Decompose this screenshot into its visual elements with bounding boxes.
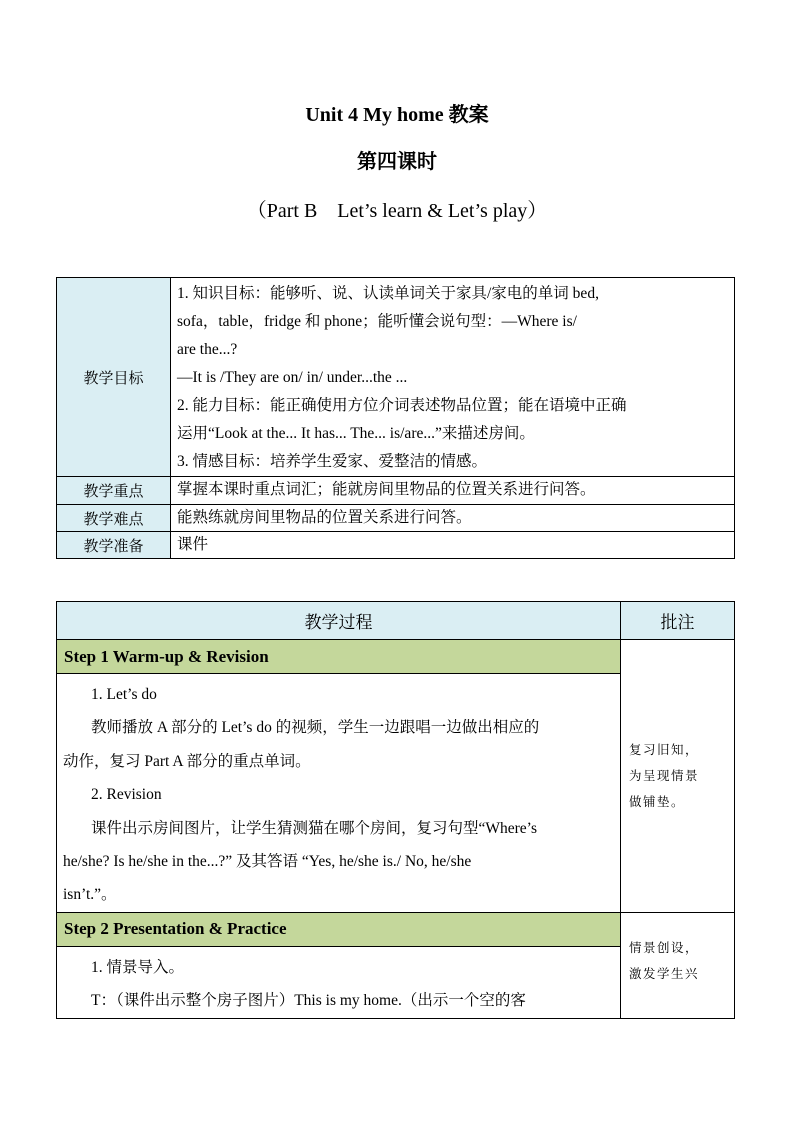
key-points-label: 教学重点 bbox=[57, 477, 171, 505]
process-header-row bbox=[57, 602, 735, 640]
step1-line: 1. Let’s do bbox=[91, 686, 157, 703]
step1-line: 动作，复习 Part A 部分的重点单词。 bbox=[63, 752, 311, 770]
process-header: 教学过程 bbox=[57, 602, 621, 640]
step1-line: 课件出示房间图片，让学生猜测猫在哪个房间，复习句型“Where’s bbox=[91, 819, 538, 837]
key-points-content: 掌握本课时重点词汇；能就房间里物品的位置关系进行问答。 bbox=[171, 477, 735, 505]
objective-line: —It is /They are on/ in/ under...the ... bbox=[177, 369, 408, 386]
teaching-process-table bbox=[56, 601, 735, 1019]
difficulties-content: 能熟练就房间里物品的位置关系进行问答。 bbox=[171, 505, 735, 532]
preparation-label: 教学准备 bbox=[57, 532, 171, 559]
step1-title: Step 1 Warm-up & Revision bbox=[57, 640, 621, 674]
step2-line: 1. 情景导入。 bbox=[91, 958, 185, 976]
step2-title-row bbox=[57, 912, 735, 946]
step1-body bbox=[57, 674, 621, 913]
step1-line: 教师播放 A 部分的 Let’s do 的视频，学生一边跟唱一边做出相应的 bbox=[91, 719, 540, 737]
objective-line: 3. 情感目标：培养学生爱家、爱整洁的情感。 bbox=[177, 453, 488, 470]
difficulties-row bbox=[57, 505, 735, 532]
note-line: 做铺垫。 bbox=[629, 793, 686, 809]
lesson-part: （Part B Let’s learn & Let’s play） bbox=[246, 200, 548, 222]
step1-title-row bbox=[57, 640, 735, 674]
step2-title: Step 2 Presentation & Practice bbox=[57, 912, 621, 946]
objective-line: sofa，table，fridge 和 phone；能听懂会说句型：—Where is/ bbox=[177, 313, 577, 330]
objectives-label: 教学目标 bbox=[57, 278, 171, 477]
objectives-content bbox=[171, 278, 735, 477]
key-points-row bbox=[57, 477, 735, 505]
note-line: 为呈现情景 bbox=[629, 767, 700, 783]
step1-line: he/she? Is he/she in the...?” 及其答语 “Yes, he/she is./ No, he/she bbox=[63, 853, 472, 871]
step1-note bbox=[621, 640, 735, 913]
notes-header: 批注 bbox=[621, 602, 735, 640]
document-title: Unit 4 My home 教案 bbox=[305, 104, 489, 126]
step2-body bbox=[57, 946, 621, 1018]
lesson-number: 第四课时 bbox=[357, 151, 437, 173]
step2-line: T：（课件出示整个房子图片）This is my home.（出示一个空的客 bbox=[91, 992, 526, 1010]
lesson-info-table bbox=[56, 277, 735, 559]
note-line: 情景创设， bbox=[629, 939, 700, 955]
preparation-content: 课件 bbox=[171, 532, 735, 559]
preparation-row bbox=[57, 532, 735, 559]
step1-line: isn’t.”。 bbox=[63, 886, 117, 904]
note-line: 激发学生兴 bbox=[629, 965, 700, 981]
step2-note bbox=[621, 912, 735, 1018]
objectives-row bbox=[57, 278, 735, 477]
note-line: 复习旧知， bbox=[629, 741, 700, 757]
objective-line: 2. 能力目标：能正确使用方位介词表述物品位置；能在语境中正确 bbox=[177, 397, 627, 414]
objective-line: 运用“Look at the... It has... The... is/are...”来描述房间。 bbox=[177, 425, 535, 442]
difficulties-label: 教学难点 bbox=[57, 505, 171, 532]
step1-line: 2. Revision bbox=[91, 786, 162, 804]
objective-line: 1. 知识目标：能够听、说、认读单词关于家具/家电的单词 bed, bbox=[177, 285, 599, 302]
objective-line: are the...? bbox=[177, 341, 238, 358]
